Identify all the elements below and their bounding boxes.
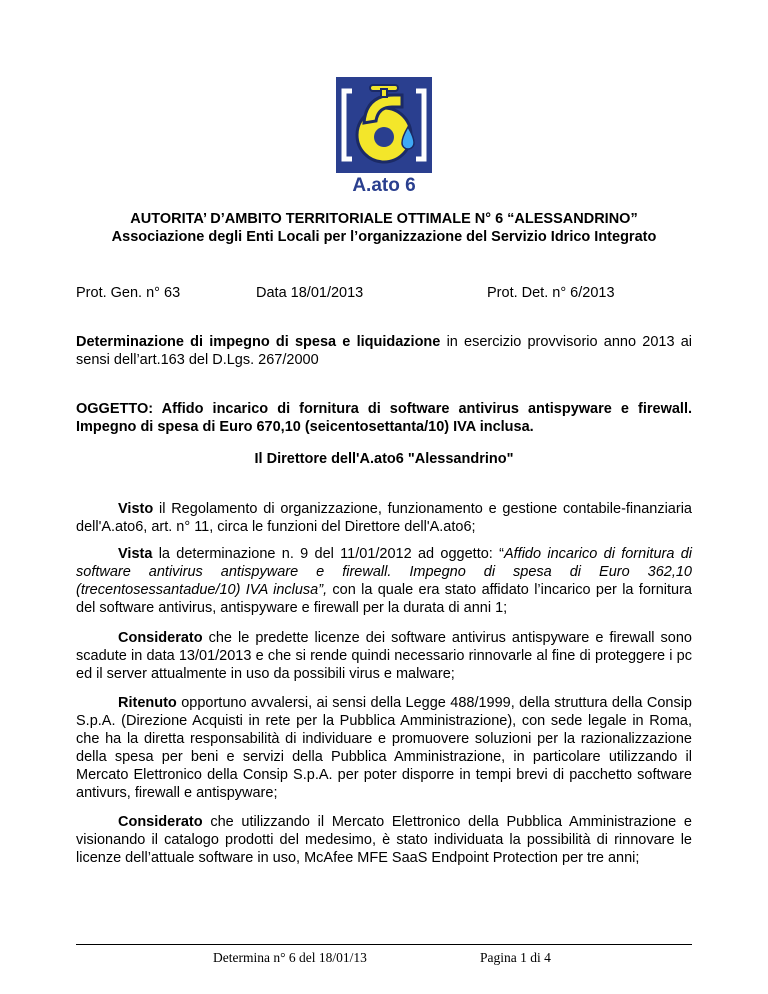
authority-title: AUTORITA’ D’AMBITO TERRITORIALE OTTIMALE N° 6 “ALESSANDRINO” xyxy=(130,211,638,227)
determination-text xyxy=(76,333,692,369)
paragraph-considerato-1 xyxy=(76,629,692,683)
lead-word: Visto xyxy=(118,501,154,517)
paragraph-considerato-2 xyxy=(76,813,692,867)
footer-left: Determina n° 6 del 18/01/13 xyxy=(213,950,367,965)
determination-bold: Determinazione di impegno di spesa e liquidazione xyxy=(76,334,441,350)
lead-word: Considerato xyxy=(118,630,203,646)
paragraph-body: che utilizzando il Mercato Elettronico della Pubblica Amministrazione e visionando il catalogo prodotti del medesimo, è stato individuata la possibilità di rinnovare le licenze dell’attuale software in uso, McAfee MFE SaaS Endpoint Protection per tre anni; xyxy=(76,814,692,866)
ato6-logo xyxy=(314,77,452,194)
lead-word: Vista xyxy=(118,546,153,562)
prot-date: Data 18/01/2013 xyxy=(256,285,364,301)
paragraph-body: la determinazione n. 9 del 11/01/2012 ad oggetto: “ xyxy=(152,546,504,562)
paragraph-body: opportuno avvalersi, ai sensi della Legge 488/1999, della struttura della Consip S.p.A. (Direzione Acquisti in rete per la Pubblica Amministrazione), con sede legale in Roma, che ha la diretta responsabilità di individuare e promuovere soluzioni per la razionalizzazione della spesa per beni e servizi della Pubblica Amministrazione, in particolare utilizzando il Mercato Elettronico della Consip S.p.A. per poter disporre in tempi brevi di pacchetto software antivurs, firewall e antispyware; xyxy=(76,695,692,801)
footer-rule xyxy=(76,944,692,945)
quoted-title: Affido incarico di fornitura di software antivirus antispyware e firewall. Impegno di spesa di Euro 362,10 (trecentosessantadue/10) IVA inclusa”, xyxy=(76,546,693,598)
paragraph-visto xyxy=(76,500,692,536)
paragraph-body: che le predette licenze dei software antivirus antispyware e firewall sono scadute in data 13/01/2013 e che si rende quindi necessario rinnovarle al fine di proteggere i pc ed il server attualmente in uso da possibili virus e malware; xyxy=(76,630,692,682)
director-heading: Il Direttore dell'A.ato6 "Alessandrino" xyxy=(254,451,514,467)
paragraph-ritenuto xyxy=(76,694,692,802)
subject-text: OGGETTO: Affido incarico di fornitura di software antivirus antispyware e firewall. Impegno di spesa di Euro 670,10 (seicentosettanta/10) IVA inclusa. xyxy=(76,401,692,435)
footer-page-number: Pagina 1 di 4 xyxy=(480,950,551,965)
paragraph-vista xyxy=(76,545,692,617)
authority-subtitle: Associazione degli Enti Locali per l’organizzazione del Servizio Idrico Integrato xyxy=(111,229,657,245)
lead-word: Ritenuto xyxy=(118,695,177,711)
logo-graphic xyxy=(314,77,452,194)
paragraph-body-cont: con la quale era stato affidato l’incarico per la fornitura del software antivirus, antispyware e firewall per la durata di anni 1; xyxy=(76,582,692,616)
lead-word: Considerato xyxy=(118,814,203,830)
paragraph-body: il Regolamento di organizzazione, funzionamento e gestione contabile-finanziaria dell'A.ato6, art. n° 11, circa le funzioni del Direttore dell'A.ato6; xyxy=(76,501,692,535)
prot-det: Prot. Det. n° 6/2013 xyxy=(487,285,615,301)
logo-caption: A.ato 6 xyxy=(352,175,416,194)
prot-gen: Prot. Gen. n° 63 xyxy=(76,285,181,301)
determination-rest: in esercizio provvisorio anno 2013 ai sensi dell’art.163 del D.Lgs. 267/2000 xyxy=(76,334,692,368)
